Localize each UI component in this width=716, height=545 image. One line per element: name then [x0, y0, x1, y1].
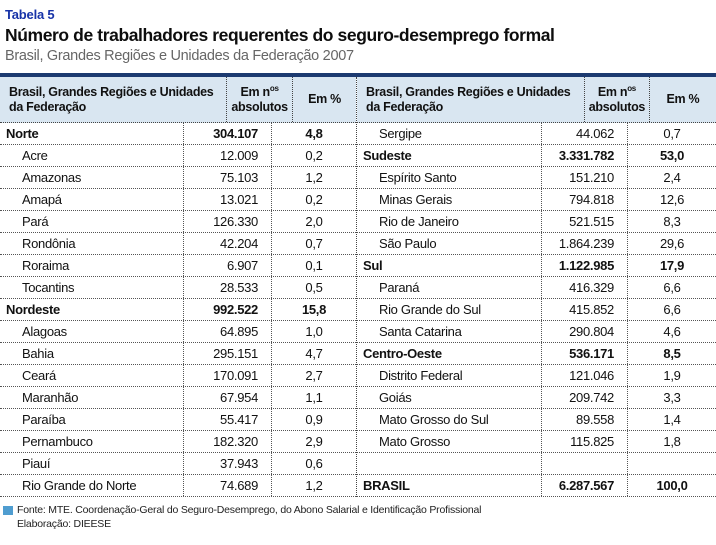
table-header-left: [0, 77, 356, 123]
absolute-value-cell: 416.329: [542, 277, 628, 298]
absolute-value-cell: 304.107: [184, 123, 272, 144]
table-footer: [0, 504, 716, 530]
table-row: [0, 123, 356, 145]
absolute-value-cell: 992.522: [184, 299, 272, 320]
table-body-left: [0, 123, 356, 497]
table-row: [357, 145, 716, 167]
region-name-cell: Paraná: [357, 277, 542, 298]
column-header-percent: Em %: [666, 92, 700, 107]
region-name-cell: Norte: [0, 123, 184, 144]
region-name-cell: Nordeste: [0, 299, 184, 320]
percent-value-cell: 2,4: [663, 170, 681, 186]
absolute-value-cell: 415.852: [542, 299, 628, 320]
table-row: [0, 387, 356, 409]
region-name-cell: Sudeste: [357, 145, 542, 166]
table-row: [357, 277, 716, 299]
percent-value-cell: 2,9: [305, 434, 323, 450]
column-header-absolute-line2: absolutos: [231, 99, 288, 114]
table-row: [357, 167, 716, 189]
column-header-region: Brasil, Grandes Regiões e Unidades da Federação: [357, 77, 585, 122]
absolute-value-cell: 121.046: [542, 365, 628, 386]
table-row: [0, 321, 356, 343]
table-row: [0, 365, 356, 387]
table-row: [0, 475, 356, 497]
region-name-cell: Amapá: [0, 189, 184, 210]
title-block: [0, 0, 716, 64]
percent-value-cell: 4,8: [305, 126, 323, 142]
table-label: Tabela 5: [5, 7, 55, 22]
region-name-cell: Pernambuco: [0, 431, 184, 452]
percent-value-cell: 1,2: [305, 170, 323, 186]
percent-value-cell: 2,7: [305, 368, 323, 384]
absolute-value-cell: 1.122.985: [542, 255, 628, 276]
source-line: [3, 504, 716, 516]
region-name-cell: Maranhão: [0, 387, 184, 408]
table-row: [357, 409, 716, 431]
percent-value-cell: 8,5: [663, 346, 681, 362]
table-row: [0, 167, 356, 189]
percent-value-cell: 1,1: [305, 390, 323, 406]
absolute-value-cell: 536.171: [542, 343, 628, 364]
percent-value-cell: 53,0: [659, 148, 685, 164]
region-name-cell: Acre: [0, 145, 184, 166]
region-name-cell: Espírito Santo: [357, 167, 542, 188]
table-row: [0, 145, 356, 167]
table-row: [0, 211, 356, 233]
region-name-cell: Minas Gerais: [357, 189, 542, 210]
percent-value-cell: 8,3: [663, 214, 681, 230]
source-text: Fonte: MTE. Coordenação-Geral do Seguro-Desemprego, do Abono Salarial e Identificação Profissional: [17, 504, 482, 517]
absolute-value-cell: [542, 453, 628, 474]
absolute-value-cell: 12.009: [184, 145, 272, 166]
table-body-right: [357, 123, 716, 497]
absolute-value-cell: 67.954: [184, 387, 272, 408]
absolute-value-cell: 290.804: [542, 321, 628, 342]
absolute-value-cell: 74.689: [184, 475, 272, 496]
absolute-value-cell: 126.330: [184, 211, 272, 232]
percent-value-cell: 3,3: [663, 390, 681, 406]
absolute-value-cell: 42.204: [184, 233, 272, 254]
percent-value-cell: 1,9: [663, 368, 681, 384]
region-name-cell: Santa Catarina: [357, 321, 542, 342]
percent-value-cell: 100,0: [656, 478, 688, 494]
region-name-cell: Rio de Janeiro: [357, 211, 542, 232]
elaboration-text: Elaboração: DIEESE: [17, 518, 111, 531]
page-title: Número de trabalhadores requerentes do seguro-desemprego formal: [5, 25, 555, 45]
ordinal-superscript: os: [627, 83, 636, 93]
absolute-value-cell: 75.103: [184, 167, 272, 188]
region-name-cell: Ceará: [0, 365, 184, 386]
table-row: [0, 189, 356, 211]
region-name-cell: Rio Grande do Norte: [0, 475, 184, 496]
region-name-cell: Amazonas: [0, 167, 184, 188]
percent-value-cell: 0,7: [663, 126, 681, 142]
column-header-absolute-line1: [598, 85, 636, 100]
table-row: [0, 343, 356, 365]
absolute-value-cell: 521.515: [542, 211, 628, 232]
percent-value-cell: 0,9: [305, 412, 323, 428]
table-row: [357, 255, 716, 277]
absolute-value-cell: 44.062: [542, 123, 628, 144]
region-name-cell: Mato Grosso: [357, 431, 542, 452]
table-row: [357, 299, 716, 321]
table-row: [0, 409, 356, 431]
abs-header-prefix: Em n: [240, 84, 270, 99]
percent-value-cell: 0,2: [305, 192, 323, 208]
column-header-absolute: [227, 77, 293, 122]
absolute-value-cell: 6.907: [184, 255, 272, 276]
region-name-cell: [357, 453, 542, 474]
region-name-cell: Mato Grosso do Sul: [357, 409, 542, 430]
region-name-cell: Sergipe: [357, 123, 542, 144]
column-header-absolute-line2: absolutos: [588, 99, 646, 114]
percent-value-cell: 1,4: [663, 412, 681, 428]
region-name-cell: Alagoas: [0, 321, 184, 342]
table-row: [357, 189, 716, 211]
table-row: [357, 475, 716, 497]
absolute-value-cell: 115.825: [542, 431, 628, 452]
region-name-cell: Roraima: [0, 255, 184, 276]
region-name-cell: Paraíba: [0, 409, 184, 430]
table-row: [357, 321, 716, 343]
table-row: [0, 299, 356, 321]
region-name-cell: Centro-Oeste: [357, 343, 542, 364]
table-row: [357, 387, 716, 409]
absolute-value-cell: 151.210: [542, 167, 628, 188]
region-name-cell: Sul: [357, 255, 542, 276]
absolute-value-cell: 1.864.239: [542, 233, 628, 254]
table-row: [357, 431, 716, 453]
ordinal-superscript: os: [269, 83, 279, 93]
percent-value-cell: 12,6: [659, 192, 685, 208]
absolute-value-cell: 28.533: [184, 277, 272, 298]
percent-value-cell: 1,8: [663, 434, 681, 450]
percent-value-cell: [628, 453, 716, 474]
table-row: [0, 233, 356, 255]
absolute-value-cell: 89.558: [542, 409, 628, 430]
table-row: [0, 453, 356, 475]
table-header-right: [357, 77, 716, 123]
column-header-region: Brasil, Grandes Regiões e Unidades da Federação: [0, 77, 227, 122]
absolute-value-cell: 182.320: [184, 431, 272, 452]
region-name-cell: Goiás: [357, 387, 542, 408]
source-marker-icon: [3, 506, 13, 515]
absolute-value-cell: 295.151: [184, 343, 272, 364]
column-header-absolute: [585, 77, 650, 122]
table-row: [357, 343, 716, 365]
data-table: [0, 73, 716, 497]
table-left-half: [0, 77, 357, 497]
table-row-spacer: [357, 453, 716, 475]
table-row: [357, 365, 716, 387]
percent-value-cell: 0,1: [305, 258, 323, 274]
percent-value-cell: 17,9: [659, 258, 685, 274]
percent-value-cell: 0,6: [305, 456, 323, 472]
percent-value-cell: 0,2: [305, 148, 323, 164]
absolute-value-cell: 37.943: [184, 453, 272, 474]
column-header-percent: Em %: [308, 92, 341, 107]
region-name-cell: Distrito Federal: [357, 365, 542, 386]
region-name-cell: Rondônia: [0, 233, 184, 254]
percent-value-cell: 6,6: [663, 280, 681, 296]
percent-value-cell: 4,7: [305, 346, 323, 362]
region-name-cell: São Paulo: [357, 233, 542, 254]
percent-value-cell: 29,6: [659, 236, 685, 252]
absolute-value-cell: 3.331.782: [542, 145, 628, 166]
absolute-value-cell: 64.895: [184, 321, 272, 342]
percent-value-cell: 1,0: [305, 324, 323, 340]
abs-header-prefix: Em n: [597, 84, 628, 99]
absolute-value-cell: 6.287.567: [542, 475, 628, 496]
percent-value-cell: 4,6: [663, 324, 681, 340]
absolute-value-cell: 209.742: [542, 387, 628, 408]
region-name-cell: Piauí: [0, 453, 184, 474]
percent-value-cell: 2,0: [305, 214, 323, 230]
table-row: [0, 255, 356, 277]
region-name-cell: Pará: [0, 211, 184, 232]
percent-value-cell: 1,2: [305, 478, 323, 494]
table-row: [0, 431, 356, 453]
absolute-value-cell: 170.091: [184, 365, 272, 386]
percent-value-cell: 15,8: [301, 302, 327, 318]
region-name-cell: BRASIL: [357, 475, 542, 496]
absolute-value-cell: 55.417: [184, 409, 272, 430]
region-name-cell: Bahia: [0, 343, 184, 364]
region-name-cell: Tocantins: [0, 277, 184, 298]
percent-value-cell: 0,7: [305, 236, 323, 252]
page-subtitle: Brasil, Grandes Regiões e Unidades da Federação 2007: [5, 48, 354, 65]
table-row: [357, 211, 716, 233]
column-header-absolute-line1: [241, 85, 279, 100]
percent-value-cell: 6,6: [663, 302, 681, 318]
region-name-cell: Rio Grande do Sul: [357, 299, 542, 320]
table-row: [0, 277, 356, 299]
absolute-value-cell: 794.818: [542, 189, 628, 210]
table-right-half: [357, 77, 716, 497]
table-row: [357, 123, 716, 145]
percent-value-cell: 0,5: [305, 280, 323, 296]
table-row: [357, 233, 716, 255]
absolute-value-cell: 13.021: [184, 189, 272, 210]
